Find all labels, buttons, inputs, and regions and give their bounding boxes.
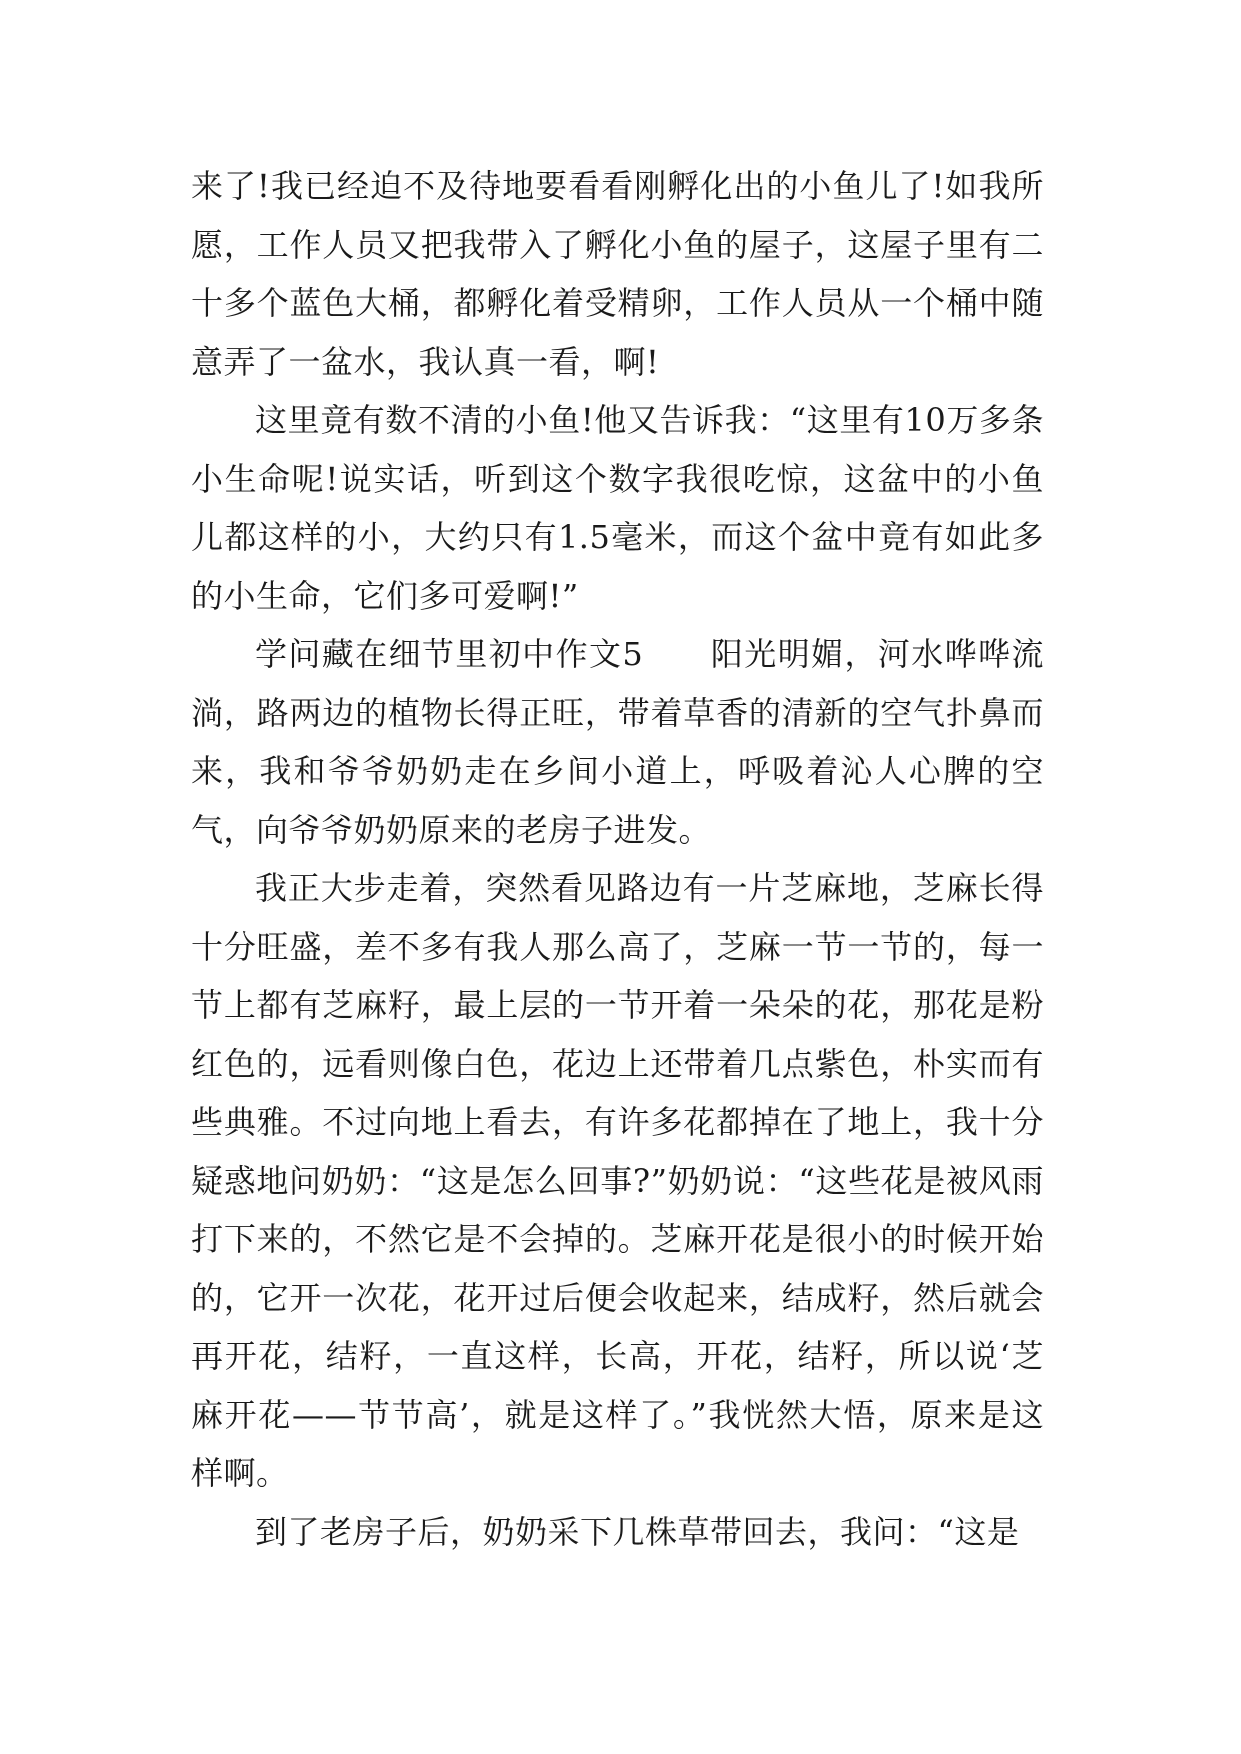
paragraph-4: 我正大步走着，突然看见路边有一片芝麻地，芝麻长得十分旺盛，差不多有我人那么高了，芝麻一节一节的，每一节上都有芝麻籽，最上层的一节开着一朵朵的花，那花是粉红色的，远看则像白色，花边上还带着几点紫色，朴实而有些典雅。不过向地上看去，有许多花都掉在了地上，我十分疑惑地问奶奶：“这是怎么回事?”奶奶说：“这些花是被风雨打下来的，不然它是不会掉的。芝麻开花是很小的时候开始的，它开一次花，花开过后便会收起来，结成籽，然后就会再开花，结籽，一直这样，长高，开花，结籽，所以说‘芝麻开花——节节高’，就是这样了。”我恍然大悟，原来是这样啊。 <box>191 869 1044 1492</box>
document-body <box>191 157 1044 1561</box>
paragraph-1: 来了!我已经迫不及待地要看看刚孵化出的小鱼儿了!如我所愿，工作人员又把我带入了孵化小鱼的屋子，这屋子里有二十多个蓝色大桶，都孵化着受精卵，工作人员从一个桶中随意弄了一盆水，我认真一看，啊! <box>191 167 1044 381</box>
paragraph-5: 到了老房子后，奶奶采下几株草带回去，我问：“这是 <box>255 1512 1020 1551</box>
paragraph-3: 学问藏在细节里初中作文5 阳光明媚，河水哗哗流淌，路两边的植物长得正旺，带着草香的清新的空气扑鼻而来，我和爷爷奶奶走在乡间小道上，呼吸着沁人心脾的空气，向爷爷奶奶原来的老房子进发。 <box>191 635 1044 849</box>
paragraph-2: 这里竟有数不清的小鱼!他又告诉我：“这里有10万多条小生命呢!说实话，听到这个数字我很吃惊，这盆中的小鱼儿都这样的小，大约只有1.5毫米，而这个盆中竟有如此多的小生命，它们多可爱啊!” <box>191 401 1044 615</box>
